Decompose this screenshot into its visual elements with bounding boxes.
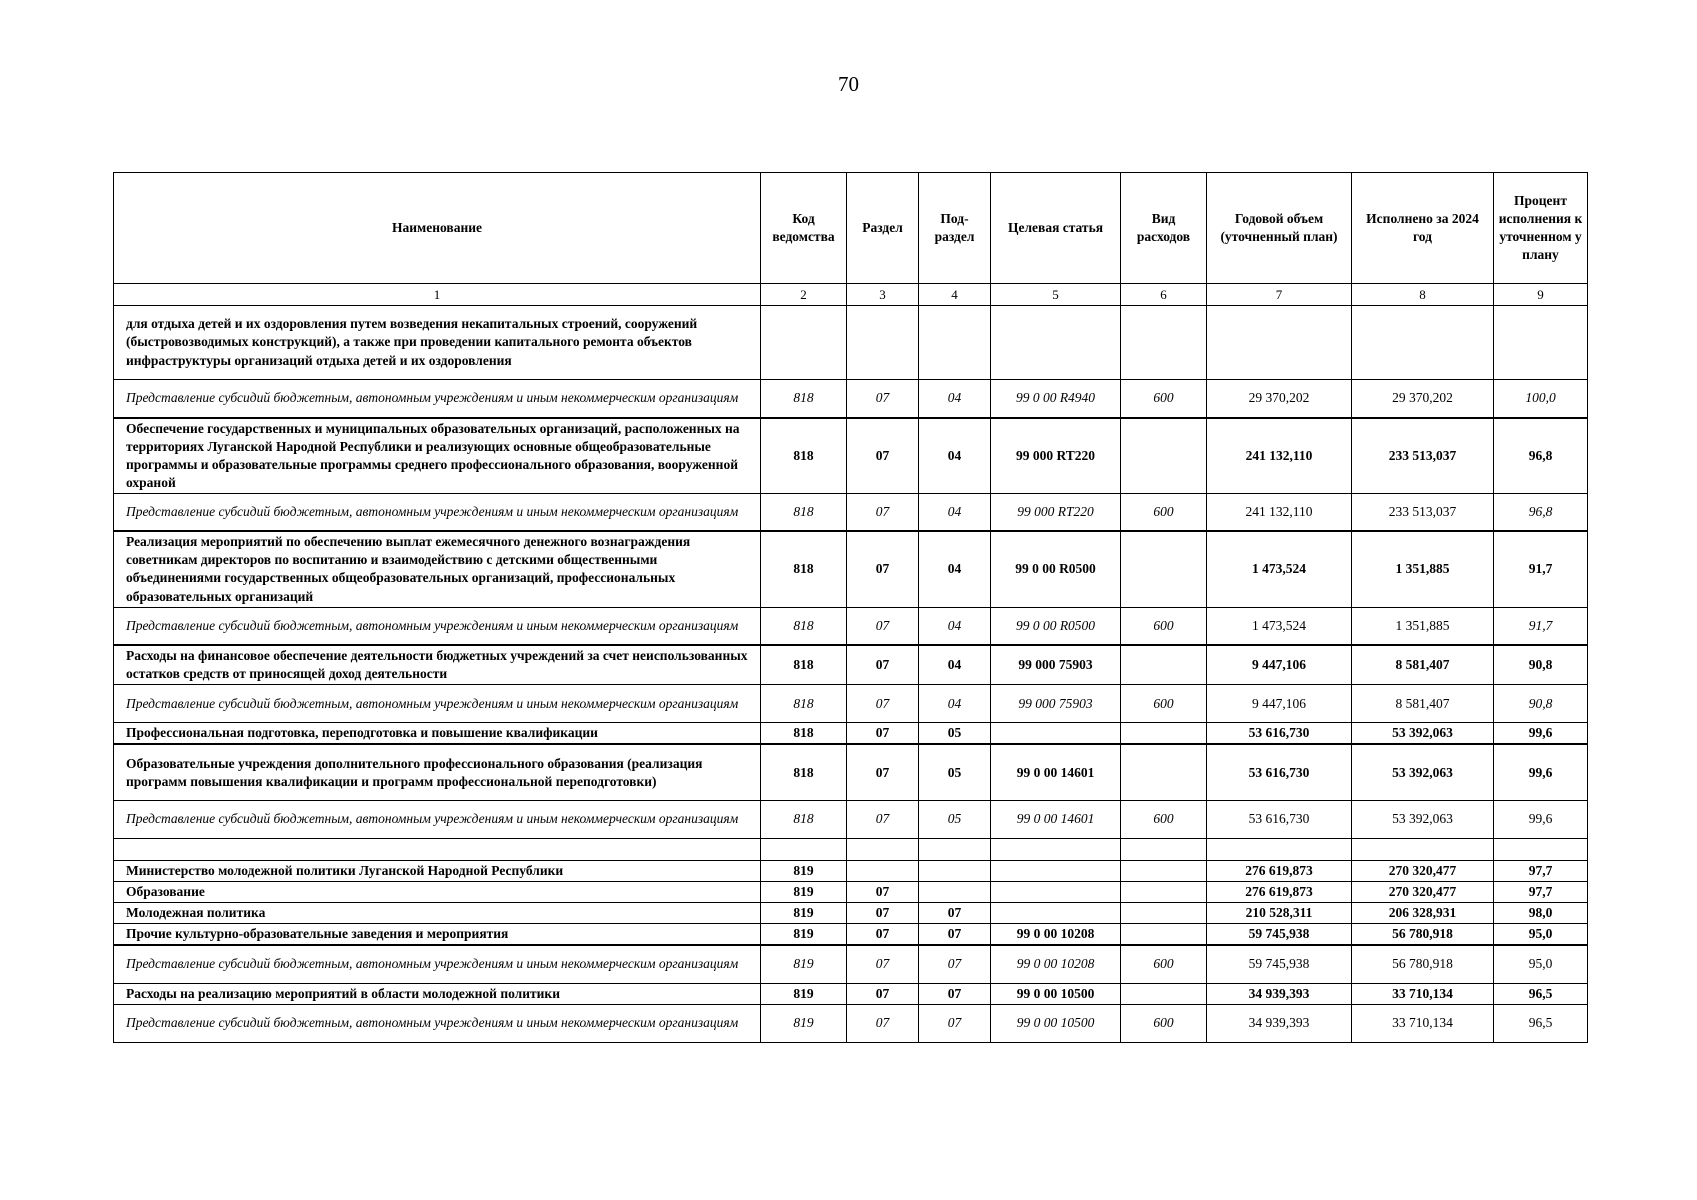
table-row xyxy=(114,645,1588,685)
row-department-code: 818 xyxy=(761,531,847,607)
header-name: Наименование xyxy=(114,173,761,284)
row-expense-kind xyxy=(1121,983,1207,1004)
row-executed: 8 581,407 xyxy=(1352,685,1494,723)
row-percent: 97,7 xyxy=(1494,860,1588,881)
table-body xyxy=(114,306,1588,1043)
table-row xyxy=(114,685,1588,723)
table-row xyxy=(114,1004,1588,1042)
row-department-code: 819 xyxy=(761,860,847,881)
row-subsection: 04 xyxy=(919,531,991,607)
row-executed: 29 370,202 xyxy=(1352,380,1494,418)
row-annual-plan: 210 528,311 xyxy=(1207,903,1352,924)
row-percent: 100,0 xyxy=(1494,380,1588,418)
row-section xyxy=(847,860,919,881)
row-executed: 206 328,931 xyxy=(1352,903,1494,924)
row-subsection: 05 xyxy=(919,744,991,800)
row-expense-kind xyxy=(1121,903,1207,924)
row-annual-plan: 53 616,730 xyxy=(1207,723,1352,745)
row-section: 07 xyxy=(847,645,919,685)
row-executed: 56 780,918 xyxy=(1352,945,1494,983)
row-annual-plan: 276 619,873 xyxy=(1207,860,1352,881)
row-subsection xyxy=(919,306,991,380)
row-percent: 91,7 xyxy=(1494,531,1588,607)
row-subsection: 05 xyxy=(919,800,991,838)
header-executed: Исполнено за 2024 год xyxy=(1352,173,1494,284)
row-executed: 233 513,037 xyxy=(1352,418,1494,494)
row-percent: 96,8 xyxy=(1494,418,1588,494)
row-executed: 56 780,918 xyxy=(1352,924,1494,946)
row-annual-plan: 9 447,106 xyxy=(1207,685,1352,723)
row-annual-plan: 1 473,524 xyxy=(1207,531,1352,607)
row-percent: 96,5 xyxy=(1494,1004,1588,1042)
row-annual-plan xyxy=(1207,838,1352,860)
row-annual-plan: 53 616,730 xyxy=(1207,800,1352,838)
header-target-article: Целевая статья xyxy=(991,173,1121,284)
row-executed: 270 320,477 xyxy=(1352,881,1494,902)
table-row xyxy=(114,983,1588,1004)
column-number: 6 xyxy=(1121,284,1207,306)
row-department-code: 819 xyxy=(761,924,847,946)
table-row xyxy=(114,607,1588,645)
header-row xyxy=(114,173,1588,284)
row-target-article: 99 000 RT220 xyxy=(991,493,1121,531)
row-name: Представление субсидий бюджетным, автономным учреждениям и иным некоммерческим организациям xyxy=(114,1004,761,1042)
row-subsection: 07 xyxy=(919,1004,991,1042)
row-department-code: 819 xyxy=(761,945,847,983)
row-annual-plan: 1 473,524 xyxy=(1207,607,1352,645)
column-number: 2 xyxy=(761,284,847,306)
row-name: Расходы на финансовое обеспечение деятельности бюджетных учреждений за счет неиспользованных остатков средств от приносящей доход деятельности xyxy=(114,645,761,685)
row-executed xyxy=(1352,306,1494,380)
row-subsection xyxy=(919,838,991,860)
row-department-code: 818 xyxy=(761,607,847,645)
row-section: 07 xyxy=(847,744,919,800)
row-section: 07 xyxy=(847,531,919,607)
table-row xyxy=(114,418,1588,494)
row-expense-kind xyxy=(1121,860,1207,881)
table-row xyxy=(114,800,1588,838)
table-row xyxy=(114,881,1588,902)
row-annual-plan: 34 939,393 xyxy=(1207,983,1352,1004)
row-percent: 96,5 xyxy=(1494,983,1588,1004)
row-section: 07 xyxy=(847,493,919,531)
row-expense-kind: 600 xyxy=(1121,945,1207,983)
row-name: Прочие культурно-образовательные заведения и мероприятия xyxy=(114,924,761,946)
table-row xyxy=(114,903,1588,924)
row-subsection: 04 xyxy=(919,380,991,418)
table-row xyxy=(114,306,1588,380)
row-executed xyxy=(1352,838,1494,860)
page-number: 70 xyxy=(838,72,859,96)
column-number: 4 xyxy=(919,284,991,306)
table-row xyxy=(114,744,1588,800)
row-department-code: 818 xyxy=(761,380,847,418)
row-name: Представление субсидий бюджетным, автономным учреждениям и иным некоммерческим организациям xyxy=(114,685,761,723)
table-row xyxy=(114,838,1588,860)
row-subsection: 07 xyxy=(919,945,991,983)
row-department-code: 819 xyxy=(761,903,847,924)
row-subsection: 04 xyxy=(919,418,991,494)
row-department-code xyxy=(761,838,847,860)
row-target-article xyxy=(991,881,1121,902)
row-section: 07 xyxy=(847,945,919,983)
row-section: 07 xyxy=(847,380,919,418)
row-expense-kind: 600 xyxy=(1121,685,1207,723)
table-row xyxy=(114,945,1588,983)
row-name: Представление субсидий бюджетным, автономным учреждениям и иным некоммерческим организациям xyxy=(114,493,761,531)
row-section: 07 xyxy=(847,685,919,723)
row-name: для отдыха детей и их оздоровления путем возведения некапитальных строений, сооружений (быстровозводимых конструкций), а также при проведении капитального ремонта объектов инфраструктуры организаций отдыха детей и их оздоровления xyxy=(114,306,761,380)
row-target-article xyxy=(991,306,1121,380)
row-subsection: 05 xyxy=(919,723,991,745)
row-name: Образование xyxy=(114,881,761,902)
row-expense-kind: 600 xyxy=(1121,607,1207,645)
row-executed: 270 320,477 xyxy=(1352,860,1494,881)
row-subsection xyxy=(919,860,991,881)
row-executed: 33 710,134 xyxy=(1352,1004,1494,1042)
row-target-article: 99 0 00 R0500 xyxy=(991,607,1121,645)
row-percent: 99,6 xyxy=(1494,744,1588,800)
row-subsection: 04 xyxy=(919,493,991,531)
row-expense-kind xyxy=(1121,723,1207,745)
row-annual-plan: 59 745,938 xyxy=(1207,924,1352,946)
row-executed: 33 710,134 xyxy=(1352,983,1494,1004)
row-name: Молодежная политика xyxy=(114,903,761,924)
row-percent: 97,7 xyxy=(1494,881,1588,902)
column-number-row xyxy=(114,284,1588,306)
row-department-code: 819 xyxy=(761,983,847,1004)
row-name: Представление субсидий бюджетным, автономным учреждениям и иным некоммерческим организациям xyxy=(114,607,761,645)
row-percent: 99,6 xyxy=(1494,800,1588,838)
row-annual-plan: 59 745,938 xyxy=(1207,945,1352,983)
header-section: Раздел xyxy=(847,173,919,284)
row-executed: 53 392,063 xyxy=(1352,744,1494,800)
row-target-article xyxy=(991,903,1121,924)
row-target-article: 99 0 00 10208 xyxy=(991,924,1121,946)
row-name: Представление субсидий бюджетным, автономным учреждениям и иным некоммерческим организациям xyxy=(114,800,761,838)
column-number: 8 xyxy=(1352,284,1494,306)
row-target-article xyxy=(991,860,1121,881)
row-target-article: 99 000 RT220 xyxy=(991,418,1121,494)
row-annual-plan: 29 370,202 xyxy=(1207,380,1352,418)
row-department-code: 818 xyxy=(761,685,847,723)
row-executed: 53 392,063 xyxy=(1352,800,1494,838)
row-section: 07 xyxy=(847,924,919,946)
column-number: 9 xyxy=(1494,284,1588,306)
row-target-article: 99 0 00 14601 xyxy=(991,800,1121,838)
table-row xyxy=(114,723,1588,745)
row-annual-plan: 241 132,110 xyxy=(1207,493,1352,531)
table-row xyxy=(114,860,1588,881)
row-name: Образовательные учреждения дополнительного профессионального образования (реализация программ повышения квалификации и программ профессиональной переподготовки) xyxy=(114,744,761,800)
row-expense-kind xyxy=(1121,645,1207,685)
row-expense-kind: 600 xyxy=(1121,380,1207,418)
table-row xyxy=(114,493,1588,531)
row-annual-plan xyxy=(1207,306,1352,380)
table-row xyxy=(114,531,1588,607)
row-subsection xyxy=(919,881,991,902)
row-annual-plan: 241 132,110 xyxy=(1207,418,1352,494)
table-row xyxy=(114,380,1588,418)
row-percent: 95,0 xyxy=(1494,924,1588,946)
row-target-article: 99 0 00 10500 xyxy=(991,1004,1121,1042)
row-name: Профессиональная подготовка, переподготовка и повышение квалификации xyxy=(114,723,761,745)
row-department-code: 818 xyxy=(761,800,847,838)
row-expense-kind xyxy=(1121,418,1207,494)
row-subsection: 07 xyxy=(919,903,991,924)
row-target-article: 99 0 00 R4940 xyxy=(991,380,1121,418)
row-subsection: 04 xyxy=(919,607,991,645)
row-percent: 96,8 xyxy=(1494,493,1588,531)
row-percent xyxy=(1494,838,1588,860)
row-executed: 53 392,063 xyxy=(1352,723,1494,745)
row-section: 07 xyxy=(847,723,919,745)
row-target-article xyxy=(991,723,1121,745)
row-target-article: 99 0 00 10500 xyxy=(991,983,1121,1004)
row-percent: 95,0 xyxy=(1494,945,1588,983)
row-annual-plan: 53 616,730 xyxy=(1207,744,1352,800)
header-percent: Процент исполнения к уточненном у плану xyxy=(1494,173,1588,284)
column-number: 3 xyxy=(847,284,919,306)
row-section: 07 xyxy=(847,903,919,924)
row-annual-plan: 34 939,393 xyxy=(1207,1004,1352,1042)
row-section xyxy=(847,838,919,860)
row-subsection: 04 xyxy=(919,645,991,685)
row-name xyxy=(114,838,761,860)
row-percent: 90,8 xyxy=(1494,685,1588,723)
row-name: Представление субсидий бюджетным, автономным учреждениям и иным некоммерческим организациям xyxy=(114,945,761,983)
row-department-code: 818 xyxy=(761,744,847,800)
row-department-code: 819 xyxy=(761,1004,847,1042)
row-target-article xyxy=(991,838,1121,860)
row-department-code: 818 xyxy=(761,645,847,685)
row-section xyxy=(847,306,919,380)
row-subsection: 04 xyxy=(919,685,991,723)
row-department-code xyxy=(761,306,847,380)
row-section: 07 xyxy=(847,800,919,838)
row-subsection: 07 xyxy=(919,924,991,946)
row-executed: 1 351,885 xyxy=(1352,607,1494,645)
row-expense-kind xyxy=(1121,531,1207,607)
row-name: Министерство молодежной политики Луганской Народной Республики xyxy=(114,860,761,881)
row-expense-kind xyxy=(1121,744,1207,800)
row-expense-kind: 600 xyxy=(1121,493,1207,531)
row-section: 07 xyxy=(847,881,919,902)
row-annual-plan: 276 619,873 xyxy=(1207,881,1352,902)
table-row xyxy=(114,924,1588,946)
row-expense-kind: 600 xyxy=(1121,800,1207,838)
row-target-article: 99 000 75903 xyxy=(991,685,1121,723)
row-percent: 98,0 xyxy=(1494,903,1588,924)
header-department-code: Код ведомства xyxy=(761,173,847,284)
row-expense-kind xyxy=(1121,838,1207,860)
header-subsection: Под-раздел xyxy=(919,173,991,284)
row-department-code: 819 xyxy=(761,881,847,902)
row-department-code: 818 xyxy=(761,493,847,531)
header-annual-plan: Годовой объем (уточненный план) xyxy=(1207,173,1352,284)
row-expense-kind xyxy=(1121,881,1207,902)
row-section: 07 xyxy=(847,983,919,1004)
row-name: Расходы на реализацию мероприятий в области молодежной политики xyxy=(114,983,761,1004)
row-subsection: 07 xyxy=(919,983,991,1004)
column-number: 5 xyxy=(991,284,1121,306)
row-executed: 8 581,407 xyxy=(1352,645,1494,685)
row-target-article: 99 0 00 14601 xyxy=(991,744,1121,800)
row-name: Обеспечение государственных и муниципальных образовательных организаций, расположенных на территориях Луганской Народной Республики и реализующих основные общеобразовательные программы и образовательные программы среднего профессионального образования, вооруженной охраной xyxy=(114,418,761,494)
row-section: 07 xyxy=(847,1004,919,1042)
row-expense-kind xyxy=(1121,306,1207,380)
header-expense-kind: Вид расходов xyxy=(1121,173,1207,284)
row-department-code: 818 xyxy=(761,723,847,745)
row-department-code: 818 xyxy=(761,418,847,494)
row-annual-plan: 9 447,106 xyxy=(1207,645,1352,685)
row-executed: 1 351,885 xyxy=(1352,531,1494,607)
row-percent: 99,6 xyxy=(1494,723,1588,745)
column-number: 1 xyxy=(114,284,761,306)
row-percent: 90,8 xyxy=(1494,645,1588,685)
row-target-article: 99 000 75903 xyxy=(991,645,1121,685)
row-section: 07 xyxy=(847,607,919,645)
row-section: 07 xyxy=(847,418,919,494)
column-number: 7 xyxy=(1207,284,1352,306)
row-target-article: 99 0 00 10208 xyxy=(991,945,1121,983)
row-target-article: 99 0 00 R0500 xyxy=(991,531,1121,607)
row-expense-kind: 600 xyxy=(1121,1004,1207,1042)
row-name: Представление субсидий бюджетным, автономным учреждениям и иным некоммерческим организациям xyxy=(114,380,761,418)
row-percent xyxy=(1494,306,1588,380)
row-name: Реализация мероприятий по обеспечению выплат ежемесячного денежного вознаграждения советникам директоров по воспитанию и взаимодействию с детскими общественными объединениями государственных общеобразовательных организаций, профессиональных образовательных организаций xyxy=(114,531,761,607)
row-percent: 91,7 xyxy=(1494,607,1588,645)
row-expense-kind xyxy=(1121,924,1207,946)
row-executed: 233 513,037 xyxy=(1352,493,1494,531)
budget-execution-table xyxy=(113,172,1588,1043)
